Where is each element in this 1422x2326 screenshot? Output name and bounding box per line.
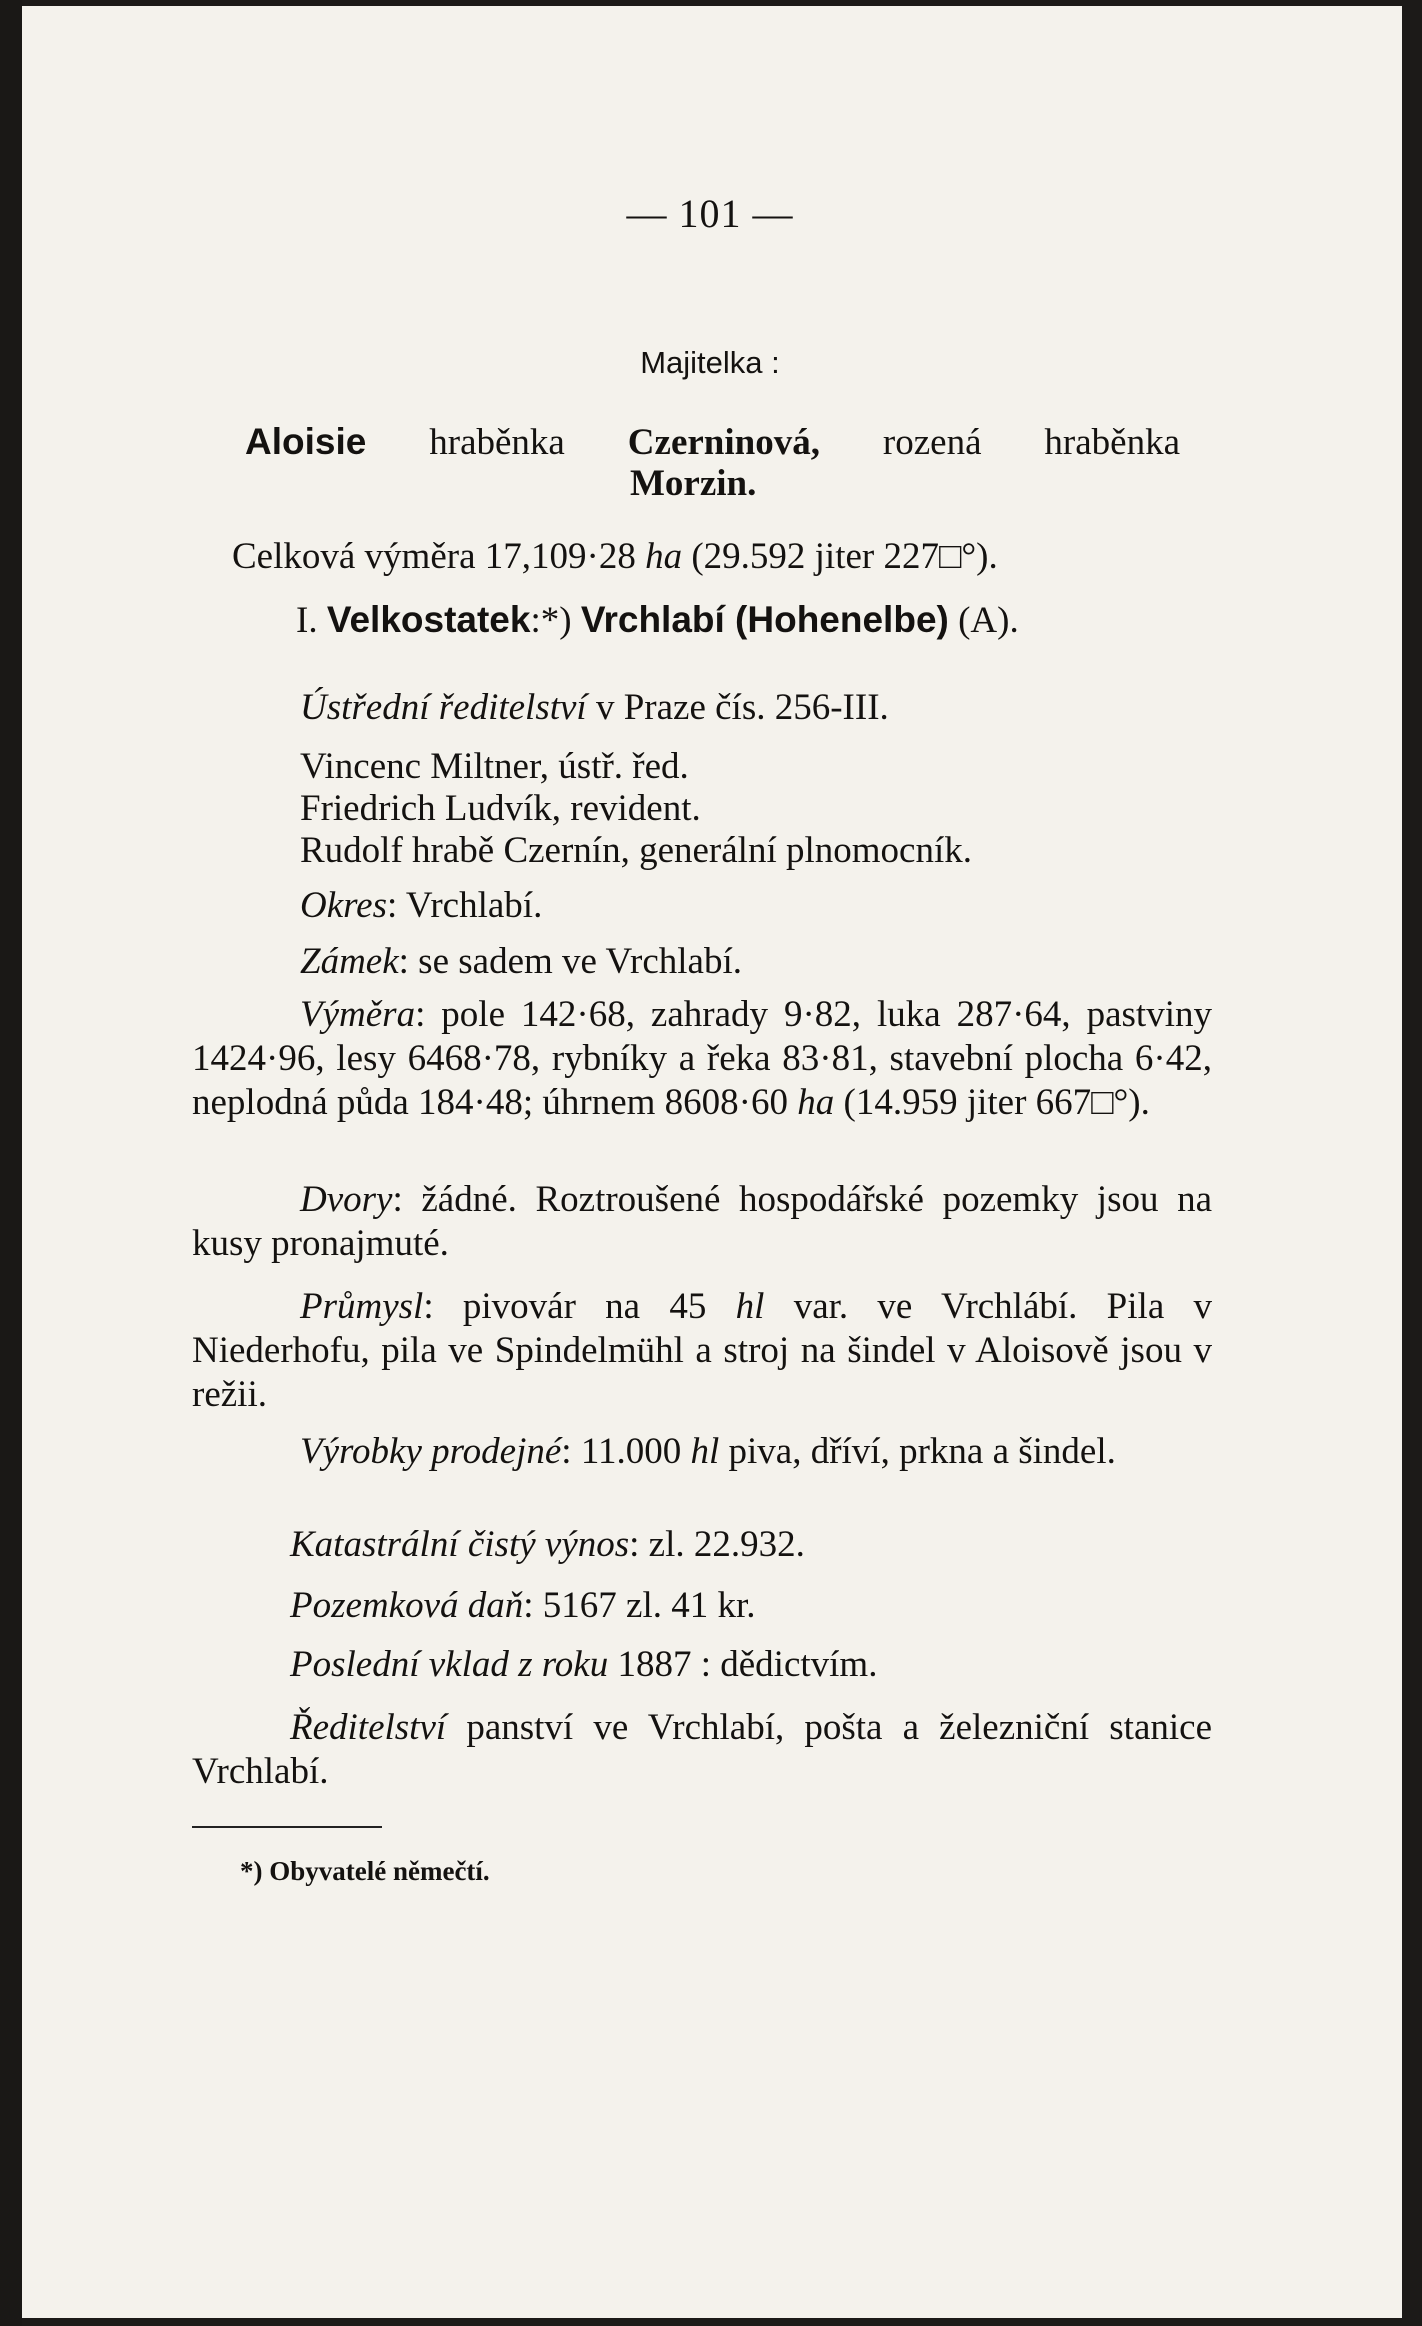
industry-text: : pivovár na 45 [423, 1286, 707, 1327]
owner-name [245, 420, 1180, 465]
estate-label: Velkostatek [326, 599, 531, 640]
last-deposit-label: Poslední vklad z roku [290, 1644, 609, 1685]
estate-directorate-text: panství ve Vrchlabí, pošta a železniční stanice Vrchlabí. [192, 1707, 1213, 1792]
footnote: *) Obyvatelé němečtí. [240, 1856, 490, 1886]
footnote-divider [192, 1826, 382, 1828]
scan-edge-left [0, 0, 22, 2326]
farms-label: Dvory [300, 1179, 393, 1220]
products-text: : 11.000 [561, 1431, 682, 1472]
industry-paragraph [192, 1285, 1212, 1417]
cadastral [290, 1523, 805, 1567]
owner-label: Majitelka : [640, 345, 780, 380]
industry-text-end: var. ve Vrchlábí. Pila v Niederhofu, pila ve Spindelmühl a stroj na šindel v Aloisově jsou v režii. [192, 1286, 1213, 1415]
estate-directorate-label: Ředitelství [290, 1707, 447, 1748]
area-paragraph [192, 993, 1212, 1125]
page-number: — 101 — [626, 191, 794, 236]
cadastral-value: : zl. 22.932. [629, 1524, 805, 1565]
directorate-text: v Praze čís. 256-III. [595, 687, 889, 728]
products-text-end: piva, dříví, prkna a šindel. [728, 1431, 1116, 1472]
staff-line-2: Friedrich Ludvík, revident. [300, 788, 701, 829]
owner-surname: Czerninová, [627, 422, 820, 463]
castle-value: : se sadem ve Vrchlabí. [398, 941, 743, 982]
owner-title: hraběnka [429, 422, 565, 463]
last-deposit-value: 1887 : dědictvím. [617, 1644, 878, 1685]
products-label: Výrobky prodejné [300, 1431, 562, 1472]
estate-heading [296, 598, 1019, 643]
land-tax [290, 1584, 756, 1628]
products-unit: hl [690, 1431, 720, 1472]
products-paragraph [192, 1430, 1212, 1474]
owner-maiden-line [630, 462, 756, 506]
district-label: Okres [300, 885, 387, 926]
area-unit: ha [797, 1082, 835, 1123]
staff-line-1: Vincenc Miltner, ústř. řed. [300, 746, 689, 787]
cadastral-label: Katastrální čistý výnos [290, 1524, 630, 1565]
district [300, 884, 542, 928]
area-text-end: (14.959 jiter 667□°). [843, 1082, 1150, 1123]
directorate [300, 686, 889, 730]
owner-maiden-name: Morzin. [630, 463, 757, 504]
estate-name: Vrchlabí (Hohenelbe) [580, 599, 949, 640]
district-value: : Vrchlabí. [387, 885, 543, 926]
farms-paragraph [192, 1178, 1212, 1266]
land-tax-label: Pozemková daň [290, 1585, 524, 1626]
total-area-rest: (29.592 jiter 227□°). [691, 536, 998, 577]
castle-label: Zámek [300, 941, 399, 982]
staff-line-3: Rudolf hrabě Czernín, generální plnomocník. [300, 830, 972, 871]
castle [300, 940, 742, 984]
estate-mark: :*) [530, 600, 572, 641]
farms-text: : žádné. Roztroušené hospodářské pozemky jsou na kusy pronajmuté. [192, 1179, 1212, 1264]
estate-directorate-paragraph [192, 1706, 1212, 1794]
estate-number: I. [296, 600, 318, 641]
owner-first-name: Aloisie [245, 421, 367, 462]
total-area [232, 535, 998, 579]
total-area-label: Celková výměra 17,109·28 [232, 536, 636, 577]
owner-born-label: rozená hraběnka [882, 422, 1181, 463]
area-text: : pole 142·68, zahrady 9·82, luka 287·64, pastviny 1424·96, lesy 6468·78, rybníky a řeka 83·81, stavební plocha 6·42, neplodná půda 184·48; úhrnem 8608·60 [192, 994, 1212, 1123]
land-tax-value: : 5167 zl. 41 kr. [523, 1585, 756, 1626]
scan-edge-right [1402, 0, 1422, 2326]
industry-unit: hl [735, 1286, 765, 1327]
estate-code: (A). [958, 600, 1019, 641]
directorate-label: Ústřední ředitelství [300, 687, 587, 728]
total-area-unit: ha [645, 536, 683, 577]
last-deposit [290, 1643, 877, 1687]
area-label: Výměra [300, 994, 416, 1035]
industry-label: Průmysl [300, 1286, 424, 1327]
